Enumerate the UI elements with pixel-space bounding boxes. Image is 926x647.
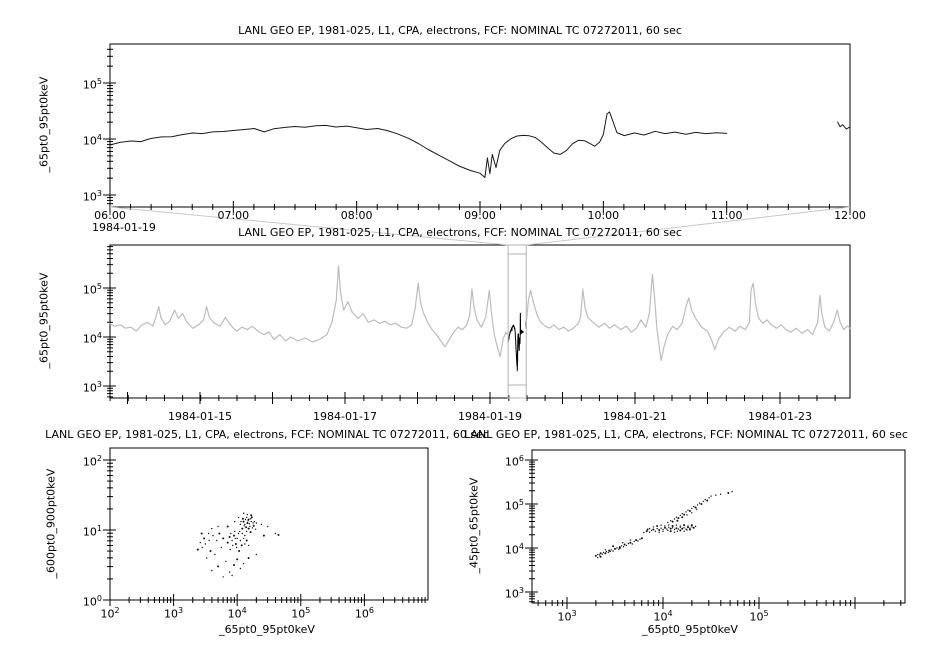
- panel2-x-tick-label: 1984-01-17: [313, 410, 377, 423]
- panel1-y-tick-label: $10^4$: [82, 133, 102, 148]
- panel2-frame[interactable]: [110, 245, 850, 398]
- panel1-x-tick-label: 08:00: [340, 209, 373, 222]
- panel4-y-tick-label: $10^6$: [504, 454, 524, 469]
- panel4-x-axis-label: _65pt0_95pt0keV: [642, 623, 738, 636]
- panel1-x-tick-label: 07:00: [217, 209, 250, 222]
- panel1-x-tick-label: 11:00: [710, 209, 743, 222]
- panel2-x-ticks: [110, 392, 835, 404]
- panel2-y-tick-label: $10^4$: [82, 331, 102, 346]
- panel1-plot-frame[interactable]: [110, 44, 850, 207]
- panel3-y-axis-label: _600pt0_900pt0keV: [44, 468, 58, 579]
- panel2-x-tick-label: 1984-01-19: [458, 410, 522, 423]
- panel1-x-tick-label: 09:00: [464, 209, 496, 222]
- panel3-x-tick-label: $10^3$: [164, 606, 184, 621]
- panel2-x-tick-label: 1984-01-23: [748, 410, 812, 423]
- panel4-points: [595, 491, 733, 558]
- panel1-date-label: 1984-01-19: [92, 221, 156, 234]
- panel2-x-tick-label: 1984-01-15: [168, 410, 232, 423]
- panel1-x-tick-label: 10:00: [587, 209, 620, 222]
- panel3-y-tick-label: $10^2$: [82, 454, 102, 469]
- panel1-frame[interactable]: [110, 44, 850, 207]
- panel4-title: LANL GEO EP, 1981-025, L1, CPA, electrons, FCF: NOMINAL TC 07272011, 60 sec: [464, 428, 908, 441]
- panel3-x-tick-label: $10^5$: [291, 606, 311, 621]
- panel2-series: [109, 266, 850, 361]
- panel2-x-tick-label: 1984-01-21: [603, 410, 667, 423]
- panel3-y-tick-label: $10^0$: [82, 594, 102, 609]
- panel2-y-axis-label: _65pt0_95pt0keV: [37, 272, 51, 369]
- panel4-frame[interactable]: [532, 450, 905, 603]
- panel3-x-tick-label: $10^6$: [354, 606, 374, 621]
- panel4-plot-frame[interactable]: [532, 450, 905, 603]
- panel1-y-tick-label: $10^3$: [82, 189, 102, 204]
- panel1-series: [110, 112, 850, 178]
- panel1-y-tick-label: $10^5$: [82, 77, 102, 92]
- panel3-x-tick-label: $10^4$: [227, 606, 247, 621]
- panel3-title: LANL GEO EP, 1981-025, L1, CPA, electrons, FCF: NOMINAL TC 07272011, 60 sec: [45, 428, 489, 441]
- panel3-y-tick-label: $10^1$: [82, 524, 102, 539]
- panel2-highlight-series: [508, 313, 526, 370]
- panel1-title: LANL GEO EP, 1981-025, L1, CPA, electrons, FCF: NOMINAL TC 07272011, 60 sec: [238, 24, 682, 37]
- panel3-frame[interactable]: [110, 448, 428, 600]
- panel2-plot-frame[interactable]: [110, 245, 850, 398]
- panel1-y-axis-label: _65pt0_95pt0keV: [37, 76, 51, 173]
- panel4-x-tick-label: $10^4$: [653, 609, 673, 624]
- panel3-y-ticks: [103, 460, 116, 600]
- panel3-x-axis-label: _65pt0_95pt0keV: [219, 623, 315, 636]
- panel2-y-tick-label: $10^3$: [82, 380, 102, 395]
- panel4-x-tick-label: $10^5$: [749, 609, 769, 624]
- panel1-x-tick-label: 12:00: [834, 209, 866, 222]
- context-box-rect[interactable]: [508, 245, 526, 398]
- panel4-y-axis-label: _45pt0_65pt0keV: [467, 477, 481, 574]
- panel4-x-tick-label: $10^3$: [557, 609, 577, 624]
- panel3-x-tick-label: $10^2$: [100, 606, 120, 621]
- panel4-y-tick-label: $10^3$: [504, 586, 524, 601]
- panel4-y-tick-label: $10^4$: [504, 542, 524, 557]
- panel2-title: LANL GEO EP, 1981-025, L1, CPA, electrons, FCF: NOMINAL TC 07272011, 60 sec: [238, 226, 682, 239]
- panel1-x-tick-label: 06:00: [94, 209, 126, 222]
- panel2-y-tick-label: $10^5$: [82, 282, 102, 297]
- panel3-plot-frame[interactable]: [110, 448, 428, 600]
- panel3-points: [197, 513, 280, 578]
- panel4-y-tick-label: $10^5$: [504, 498, 524, 513]
